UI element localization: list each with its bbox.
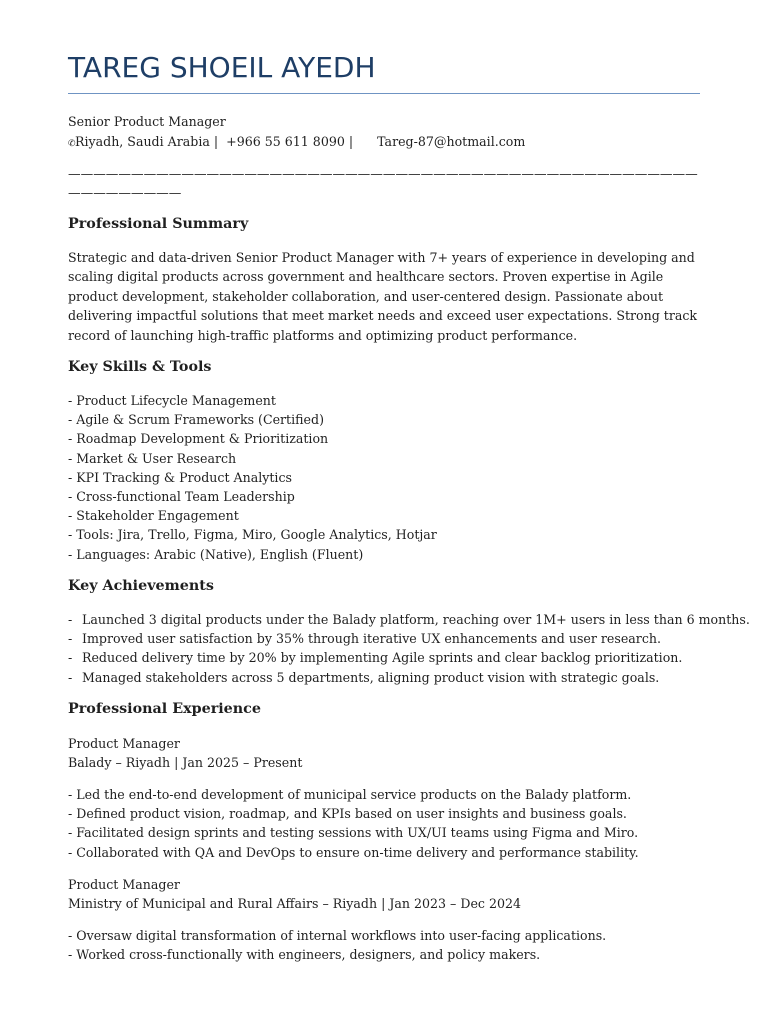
bullet: - [68,669,73,685]
list-item: - Tools: Jira, Trello, Figma, Miro, Google Analytics, Hotjar [68,527,437,543]
list-item: - Oversaw digital transformation of internal workflows into user-facing applications. [68,928,607,943]
job-title: Senior Product Manager [68,114,226,129]
location-icon: ✆ [68,139,76,149]
bullet: - [68,631,73,647]
location: Riyadh, Saudi Arabia | [75,134,219,149]
summary-heading: Professional Summary [68,216,249,232]
skills-heading: Key Skills & Tools [68,359,212,375]
list-item: - Reduced delivery time by 20% by implementing Agile sprints and clear backlog prioritization. [68,648,750,667]
experience-heading: Professional Experience [68,701,261,717]
bullet: - [68,650,73,666]
achievements-list [68,610,750,687]
list-item: - Launched 3 digital products under the Balady platform, reaching over 1M+ users in less than 6 months. [68,610,750,629]
list-item: - Managed stakeholders across 5 departments, aligning product vision with strategic goals. [68,668,750,687]
list-item: - Defined product vision, roadmap, and KPIs based on user insights and business goals. [68,806,627,822]
list-item: - Languages: Arabic (Native), English (Fluent) [68,546,364,562]
list-item: - Worked cross-functionally with engineers, designers, and policy makers. [68,947,541,963]
skills-list [68,391,437,564]
list-item: - Product Lifecycle Management [68,393,276,408]
candidate-name: TAREG SHOEIL AYEDH [68,51,376,84]
list-item: - KPI Tracking & Product Analytics [68,469,292,485]
header-rule [68,93,700,94]
list-item: - Market & User Research [68,450,237,466]
contact-line [68,132,525,154]
divider-line: ——————————————————————————————————————————————————————————— [68,166,698,201]
job-role: Product Manager [68,736,180,751]
list-item: - Facilitated design sprints and testing sessions with UX/UI teams using Figma and Miro. [68,825,639,841]
job-role: Product Manager [68,877,180,892]
list-item: - Improved user satisfaction by 35% through iterative UX enhancements and user research. [68,629,750,648]
job-duties-list [68,785,639,862]
phone: +966 55 611 8090 | [226,134,354,149]
list-item: - Stakeholder Engagement [68,508,239,524]
job-org: Ministry of Municipal and Rural Affairs – Riyadh | Jan 2023 – Dec 2024 [68,896,522,911]
list-item: - Agile & Scrum Frameworks (Certified) [68,412,324,428]
bullet: - [68,612,73,627]
email-link[interactable]: Tareg-87@hotmail.com [377,134,526,149]
achievements-heading: Key Achievements [68,578,214,594]
list-item: - Roadmap Development & Prioritization [68,431,329,447]
list-item: - Cross-functional Team Leadership [68,489,295,505]
job-org: Balady – Riyadh | Jan 2025 – Present [68,755,303,770]
job-duties-list [68,926,606,964]
summary-text: Strategic and data-driven Senior Product Manager with 7+ years of experience in developing and scaling digital products across government and healthcare sectors. Proven expertise in Agile product development, stakeholder collaboration, and user-centered design. Passionate about delivering impactful solutions that meet market needs and exceed user expectations. Strong track record of launching high-traffic platforms and optimizing product performance. [68,250,698,343]
list-item: - Collaborated with QA and DevOps to ensure on-time delivery and performance stability. [68,844,639,860]
list-item: - Led the end-to-end development of municipal service products on the Balady platform. [68,787,632,802]
